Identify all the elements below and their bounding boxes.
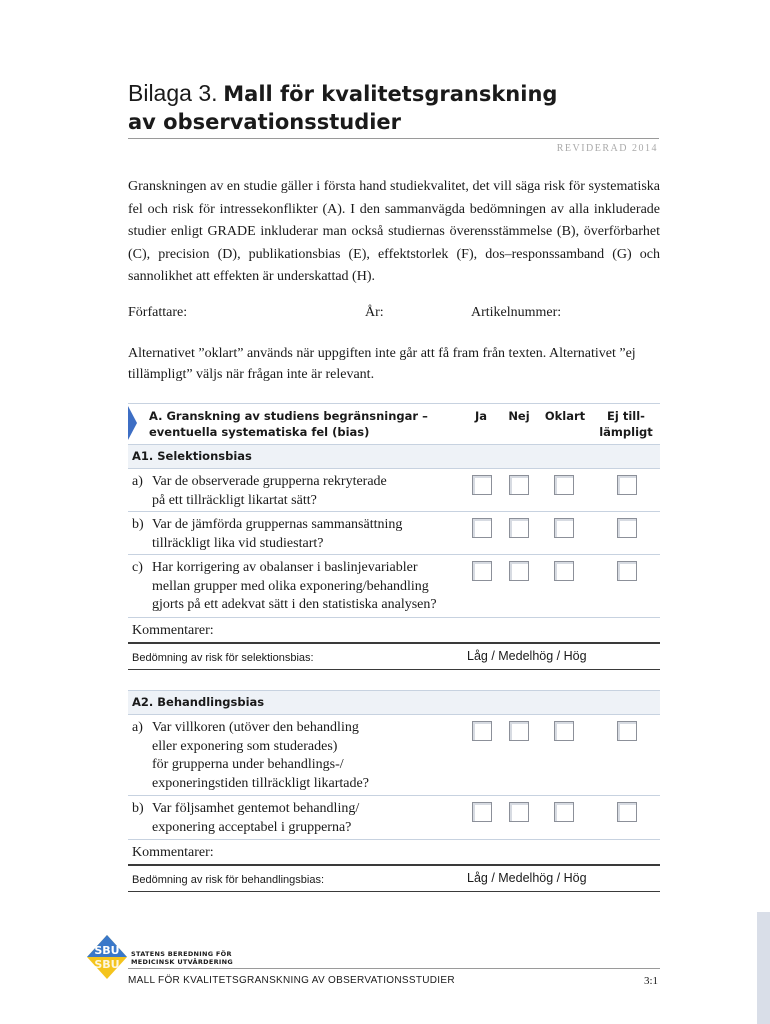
- column-unclear: Oklart: [544, 409, 586, 423]
- question-letter: b): [132, 517, 144, 532]
- title-prefix: Bilaga 3.: [128, 80, 218, 106]
- title-divider: [128, 138, 659, 139]
- checkbox-unclear[interactable]: [554, 475, 574, 495]
- svg-text:SBU: SBU: [94, 958, 120, 971]
- logo-text: SBU: [94, 944, 120, 957]
- column-no: Nej: [508, 409, 530, 423]
- checkbox-unclear[interactable]: [554, 518, 574, 538]
- checkbox-yes[interactable]: [472, 721, 492, 741]
- checkbox-unclear[interactable]: [554, 721, 574, 741]
- intro-paragraph: Granskningen av en studie gäller i första hand studiekvalitet, det vill säga risk för systematiska fel och risk för intressekonflikter (A). I den sammanvägda bedömningen av alla inkluderade studier enligt GRADE inkluderar man också studiernas överensstämmelse (B), överförbarhet (C), precision (D), publikationsbias (E), effektstorlek (F), dos–responssamband (G) och sannolikhet att effekten är underskattad (H).: [128, 179, 660, 284]
- question-row: [128, 469, 660, 512]
- page-edge-tab: [757, 912, 770, 1024]
- assessment-options[interactable]: Låg / Medelhög / Hög: [467, 649, 587, 663]
- section-title: A1. Selektionsbias: [132, 449, 252, 463]
- question-line: mellan grupper med olika exponering/behandling: [152, 578, 429, 594]
- question-line: Var följsamhet gentemot behandling/: [152, 801, 360, 816]
- title-line-2: av observationsstudier: [128, 110, 402, 134]
- question-row: [128, 715, 660, 796]
- section-spacer: [128, 670, 660, 690]
- checkbox-not-applicable[interactable]: [617, 721, 637, 741]
- question-row: [128, 796, 660, 840]
- author-label: Författare:: [128, 305, 188, 320]
- assessment-row: [128, 644, 660, 670]
- revision-label: REVIDERAD 2014: [556, 143, 658, 154]
- checkbox-not-applicable[interactable]: [617, 475, 637, 495]
- checkbox-yes[interactable]: [472, 518, 492, 538]
- question-line: Var de jämförda gruppernas sammansättning: [152, 517, 403, 532]
- checkbox-no[interactable]: [509, 518, 529, 538]
- comments-row[interactable]: [128, 618, 660, 644]
- column-not-applicable-line-2: lämpligt: [599, 425, 653, 439]
- organization-name-line-1: STATENS BEREDNING FÖR: [131, 950, 232, 958]
- checkbox-yes[interactable]: [472, 475, 492, 495]
- question-letter: a): [132, 720, 143, 735]
- question-line: gjorts på ett adekvat sätt i den statistiska analysen?: [152, 597, 437, 612]
- organization-name-line-2: MEDICINSK UTVÄRDERING: [131, 957, 234, 966]
- checkbox-not-applicable[interactable]: [617, 561, 637, 581]
- section-header-selection-bias: [128, 444, 660, 469]
- year-label: År:: [365, 305, 384, 320]
- question-line: Var de observerade grupperna rekryterade: [152, 474, 387, 489]
- question-line: exponeringstiden tillräckligt likartade?: [152, 775, 369, 791]
- question-line: eller exponering som studerades): [152, 738, 338, 754]
- table-heading-line-2: eventuella systematiska fel (bias): [149, 425, 370, 439]
- column-not-applicable: [596, 408, 656, 440]
- question-letter: c): [132, 560, 143, 575]
- assessment-label: Bedömning av risk för selektionsbias:: [132, 652, 314, 664]
- question-row: [128, 512, 660, 555]
- checkbox-no[interactable]: [509, 475, 529, 495]
- checkbox-no[interactable]: [509, 561, 529, 581]
- section-arrow-icon: [128, 406, 137, 440]
- article-number-label: Artikelnummer:: [471, 305, 562, 320]
- section-title: A2. Behandlingsbias: [132, 695, 265, 709]
- assessment-label: Bedömning av risk för behandlingsbias:: [132, 874, 325, 886]
- question-letter: b): [132, 801, 144, 816]
- table-header: [128, 403, 660, 444]
- column-yes: Ja: [474, 409, 488, 423]
- checkbox-not-applicable[interactable]: [617, 802, 637, 822]
- organization-name: [131, 951, 233, 966]
- metadata-fields: [128, 305, 660, 327]
- question-line: Var villkoren (utöver den behandling: [152, 720, 359, 735]
- assessment-row: [128, 866, 660, 892]
- page-number: 3:1: [643, 975, 658, 987]
- column-not-applicable-line-1: Ej till-: [607, 409, 645, 423]
- checkbox-unclear[interactable]: [554, 802, 574, 822]
- comments-label: Kommentarer:: [132, 623, 214, 638]
- table-heading: [149, 408, 428, 440]
- document-title: [128, 80, 668, 136]
- question-row: [128, 555, 660, 618]
- comments-row[interactable]: [128, 840, 660, 866]
- assessment-options[interactable]: Låg / Medelhög / Hög: [467, 871, 587, 885]
- question-line: för grupperna under behandlings-/: [152, 757, 344, 772]
- section-header-treatment-bias: [128, 690, 660, 715]
- question-line: Har korrigering av obalanser i baslinjevariabler: [152, 560, 418, 575]
- checkbox-no[interactable]: [509, 802, 529, 822]
- footer-divider: [128, 968, 660, 969]
- question-letter: a): [132, 474, 143, 489]
- checkbox-yes[interactable]: [472, 802, 492, 822]
- checkbox-yes[interactable]: [472, 561, 492, 581]
- table-heading-line-1: A. Granskning av studiens begränsningar –: [149, 409, 428, 423]
- comments-label: Kommentarer:: [132, 845, 214, 860]
- checkbox-not-applicable[interactable]: [617, 518, 637, 538]
- question-line: exponering acceptabel i grupperna?: [152, 819, 352, 835]
- options-note: Alternativet ”oklart” används när uppgiften inte går att få fram från texten. Alternativet ”ej tillämpligt” väljs när frågan inte är relevant.: [128, 346, 636, 382]
- question-line: på ett tillräckligt likartat sätt?: [152, 492, 317, 508]
- title-line-1: Mall för kvalitetsgranskning: [223, 82, 558, 106]
- sbu-logo-icon: [86, 934, 128, 980]
- checkbox-no[interactable]: [509, 721, 529, 741]
- question-line: tillräckligt lika vid studiestart?: [152, 535, 324, 551]
- running-title: MALL FÖR KVALITETSGRANSKNING AV OBSERVATIONSSTUDIER: [128, 975, 455, 986]
- assessment-table: [128, 403, 660, 892]
- checkbox-unclear[interactable]: [554, 561, 574, 581]
